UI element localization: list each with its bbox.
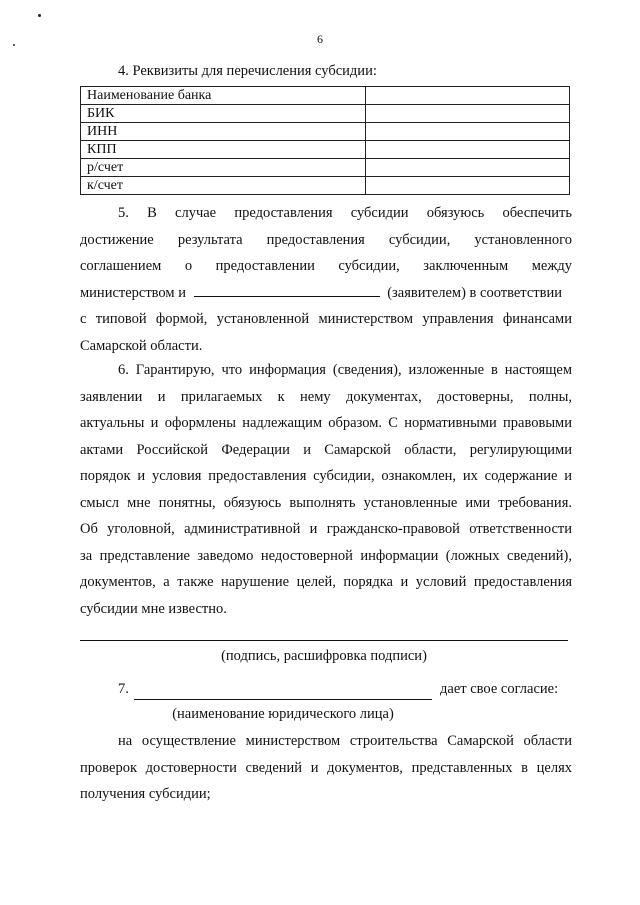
table-row xyxy=(81,123,570,141)
text-line: субсидии мне известно. xyxy=(80,600,227,617)
text-line: за представление заведомо недостоверной информации (ложных сведений), xyxy=(80,547,572,564)
text-line: 6. Гарантирую, что информация (сведения), изложенные в настоящем xyxy=(118,362,572,378)
inn-label: ИНН xyxy=(81,123,366,141)
section-7-number: 7. xyxy=(118,681,129,697)
signature-line[interactable] xyxy=(80,640,568,641)
settlement-account-label: р/счет xyxy=(81,159,366,177)
text-line xyxy=(80,280,572,307)
correspondent-account-label: к/счет xyxy=(81,177,366,195)
bik-value[interactable] xyxy=(366,105,570,123)
entity-caption: (наименование юридического лица) xyxy=(172,706,394,722)
bank-details-table xyxy=(80,86,570,195)
text-line: соглашением о предоставлении субсидии, заключенным между xyxy=(80,258,572,274)
table-row xyxy=(81,159,570,177)
correspondent-account-value[interactable] xyxy=(366,177,570,195)
entity-name-blank[interactable] xyxy=(134,685,432,700)
text-line: актуальны и оформлены надлежащим образом. С нормативными правовыми xyxy=(80,415,572,431)
text-line: на осуществление министерством строительства Самарской области xyxy=(118,733,572,749)
text-fragment: (заявителем) в соответствии xyxy=(387,284,562,301)
applicant-blank[interactable] xyxy=(194,282,380,297)
text-line: порядок и условия предоставления субсидии, ознакомлен, их содержание и xyxy=(80,468,572,484)
table-row xyxy=(81,141,570,159)
inn-value[interactable] xyxy=(366,123,570,141)
bank-name-value[interactable] xyxy=(366,87,570,105)
settlement-account-value[interactable] xyxy=(366,159,570,177)
text-line: смысл мне понятны, обязуюсь выполнять установленные ими требования. xyxy=(80,494,572,511)
consent-text: дает свое согласие: xyxy=(440,681,559,697)
text-line: достижение результата предоставления субсидии, установленного xyxy=(80,231,572,248)
kpp-label: КПП xyxy=(81,141,366,159)
bank-name-label: Наименование банка xyxy=(81,87,366,105)
table-row xyxy=(81,105,570,123)
text-fragment: министерством и xyxy=(80,284,186,301)
section-5-paragraph xyxy=(80,200,572,359)
section-6-paragraph xyxy=(80,357,572,622)
bik-label: БИК xyxy=(81,105,366,123)
text-line: Об уголовной, административной и гражданско-правовой ответственности xyxy=(80,521,572,537)
kpp-value[interactable] xyxy=(366,141,570,159)
signature-caption: (подпись, расшифровка подписи) xyxy=(221,648,427,664)
table-row xyxy=(81,87,570,105)
text-line: актами Российской Федерации и Самарской области, регулирующими xyxy=(80,441,572,458)
text-line: Самарской области. xyxy=(80,337,203,354)
table-row xyxy=(81,177,570,195)
text-line: документов, а также нарушение целей, порядка и условий предоставления xyxy=(80,574,572,590)
text-line: с типовой формой, установленной министерством управления финансами xyxy=(80,311,572,327)
text-line: получения субсидии; xyxy=(80,786,211,802)
page-number: 6 xyxy=(317,32,323,46)
text-line: проверок достоверности сведений и документов, представленных в целях xyxy=(80,759,572,776)
text-line: заявлении и прилагаемых к нему документах, достоверны, полны, xyxy=(80,388,572,405)
text-line: 5. В случае предоставления субсидии обязуюсь обеспечить xyxy=(118,205,572,221)
section-7-paragraph xyxy=(80,728,572,808)
section-4-title: 4. Реквизиты для перечисления субсидии: xyxy=(118,63,377,79)
scan-speck xyxy=(38,14,41,17)
